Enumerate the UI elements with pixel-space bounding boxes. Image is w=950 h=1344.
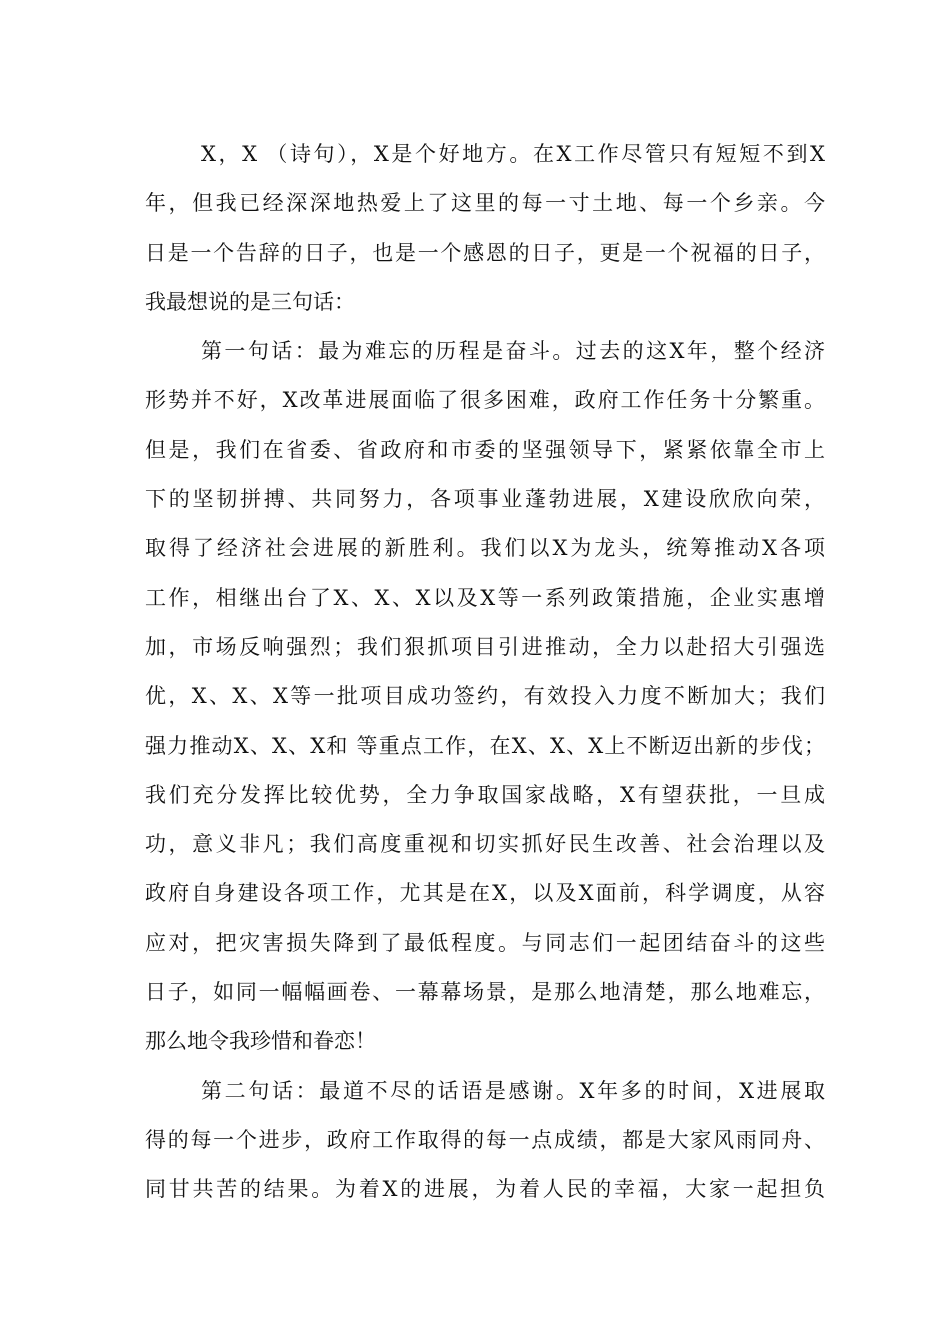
text-line: 日子，如同一幅幅画卷、一幕幕场景，是那么地清楚，那么地难忘，	[145, 980, 825, 1005]
text-line: 应对，把灾害损失降到了最低程度。与同志们一起团结奋斗的这些	[145, 930, 825, 955]
text-line: 我最想说的是三句话：	[145, 289, 355, 314]
text-line: 形势并不好，X改革进展面临了很多困难，政府工作任务十分繁重。	[145, 388, 825, 413]
text-line: 日是一个告辞的日子，也是一个感恩的日子，更是一个祝福的日子，	[145, 240, 825, 265]
text-line: 得的每一个进步，政府工作取得的每一点成绩，都是大家风雨同舟、	[145, 1127, 825, 1152]
text-line: 政府自身建设各项工作，尤其是在X，以及X面前，科学调度，从容	[145, 881, 825, 906]
paragraph-2	[145, 327, 825, 1066]
text-line: 强力推动X、X、X和 等重点工作，在X、X、X上不断迈出新的步伐；	[145, 733, 825, 758]
document-body	[145, 130, 825, 1215]
text-line: 我们充分发挥比较优势，全力争取国家战略，X有望获批，一旦成	[145, 782, 825, 807]
text-line: 工作，相继出台了X、X、X以及X等一系列政策措施，企业实惠增	[145, 585, 825, 610]
text-line: X，X （诗句），X是个好地方。在X工作尽管只有短短不到X	[201, 142, 825, 166]
text-line: 取得了经济社会进展的新胜利。我们以X为龙头，统筹推动X各项	[145, 536, 825, 561]
text-line: 第一句话：最为难忘的历程是奋斗。过去的这X年，整个经济	[201, 339, 825, 364]
text-line: 那么地令我珍惜和眷恋！	[145, 1029, 376, 1054]
text-line: 同甘共苦的结果。为着X的进展，为着人民的幸福，大家一起担负	[145, 1177, 825, 1202]
text-line: 加，市场反响强烈；我们狠抓项目引进推动，全力以赴招大引强选	[145, 634, 825, 659]
paragraph-1	[145, 130, 825, 327]
text-line: 功，意义非凡；我们高度重视和切实抓好民生改善、社会治理以及	[145, 832, 825, 857]
paragraph-3	[145, 1067, 825, 1215]
text-line: 优，X、X、X等一批项目成功签约，有效投入力度不断加大；我们	[145, 684, 825, 709]
text-line: 下的坚韧拼搏、共同努力，各项事业蓬勃进展，X建设欣欣向荣，	[145, 487, 825, 512]
text-line: 但是，我们在省委、省政府和市委的坚强领导下，紧紧依靠全市上	[145, 437, 825, 462]
text-line: 第二句话：最道不尽的话语是感谢。X年多的时间，X进展取	[201, 1078, 825, 1103]
text-line: 年，但我已经深深地热爱上了这里的每一寸土地、每一个乡亲。今	[145, 191, 825, 216]
